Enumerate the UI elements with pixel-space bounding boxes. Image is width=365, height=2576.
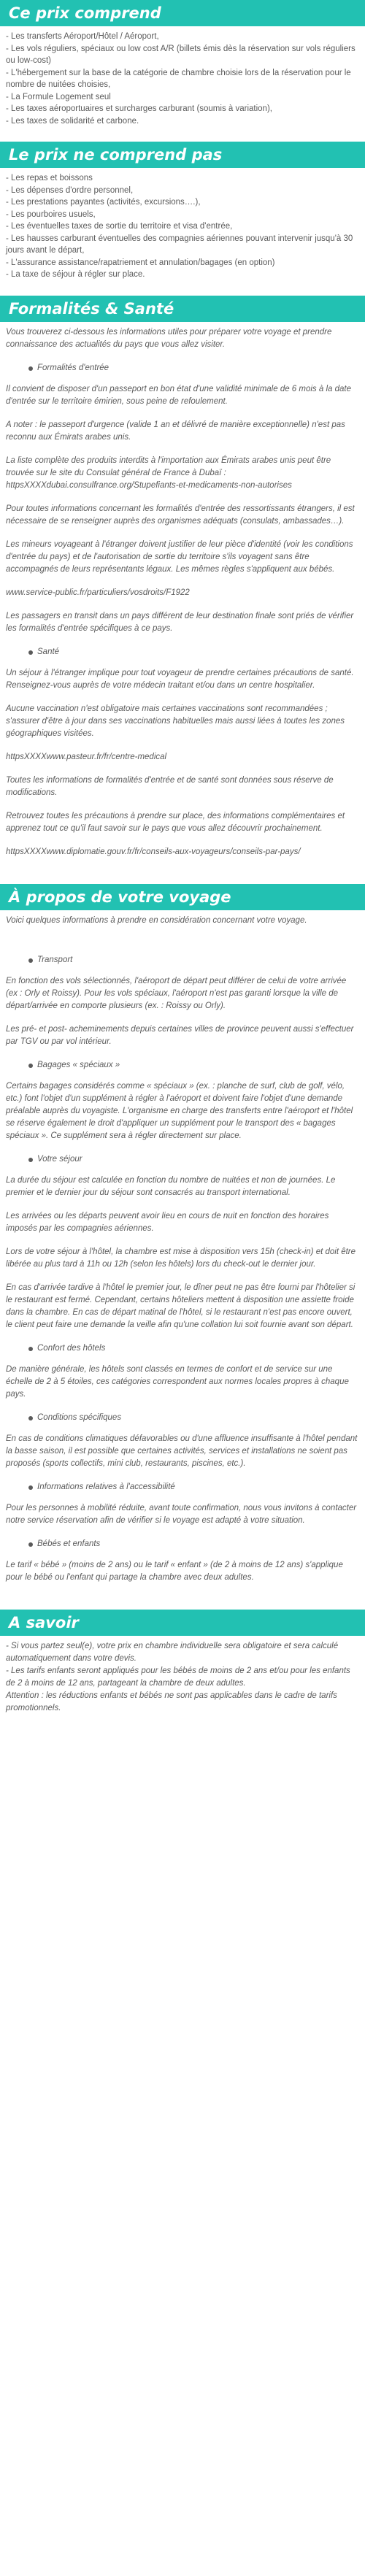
bullet-dot-icon [28,1347,33,1351]
link-text: httpsXXXXwww.pasteur.fr/fr/centre-medical [6,752,167,761]
bullet-label: Informations relatives à l'accessibilité [37,1482,175,1491]
paragraph: En cas d'arrivée tardive à l'hôtel le premier jour, le dîner peut ne pas être fourni par l'hôtelier si le restaurant est fermé. Cependant, certains hôteliers mettent à disposition une assiette froide dans la chambre. En cas de départ matinal de l'hôtel, si le restaurant n'est pas encore ouvert, le client peut faire une demande la veille afin qu'une collation lui soit fournie avant son départ. [6,1283,356,1329]
paragraph: Le tarif « bébé » (moins de 2 ans) ou le tarif « enfant » (de 2 à moins de 12 ans) s'applique pour le bébé ou l'enfant qui partage la chambre avec deux adultes. [6,1560,343,1582]
bullet-sante [6,646,359,658]
paragraph: Pour toutes informations concernant les formalités d'entrée des ressortissants étrangers, il est nécessaire de se renseigner auprès des organismes adéquats (consulats, ambassades…). [6,504,355,526]
paragraph: Voici quelques informations à prendre en considération concernant votre voyage. [6,915,307,925]
paragraph: La liste complète des produits interdits à l'importation aux Émirats arabes unis peut être trouvée sur le site du Consulat général de France à Dubaï : httpsXXXXdubai.consulfrance.org/Stupefiants-et-medicaments-non-autorises [6,455,331,490]
list-item: - La taxe de séjour à régler sur place. [6,270,145,279]
link-text: httpsXXXXwww.diplomatie.gouv.fr/fr/conseils-aux-voyageurs/conseils-par-pays/ [6,847,301,856]
paragraph: Toutes les informations de formalités d'entrée et de santé sont données sous réserve de modifications. [6,775,334,797]
bullet-dot-icon [28,366,33,371]
paragraph: Les pré- et post- acheminements depuis certaines villes de province peuvent aussi s'effectuer par TGV ou par vol intérieur. [6,1024,354,1046]
list-item: - Les repas et boissons [6,174,93,182]
paragraph: Lors de votre séjour à l'hôtel, la chambre est mise à disposition vers 15h (check-in) et doit être libérée au plus tard à 11h ou 12h (selon les hôtels) lors du check-out le dernier jour. [6,1247,356,1269]
bullet-dot-icon [28,958,33,963]
bullet-label: Votre séjour [37,1154,82,1164]
bullet-dot-icon [28,1064,33,1068]
bullet-label: Bagages « spéciaux » [37,1060,120,1069]
list-item: - Les taxes aéroportuaires et surcharges carburant (soumis à variation), [6,104,272,113]
bullet-conditions [6,1412,359,1424]
included-list [0,26,365,142]
bullet-dot-icon [28,1542,33,1547]
paragraph: La durée du séjour est calculée en fonction du nombre de nuitées et non de journées. Le premier et le dernier jour du séjour sont consacrés au transport international. [6,1175,336,1197]
link-text: www.service-public.fr/particuliers/vosdroits/F1922 [6,588,190,597]
paragraph: Pour les personnes à mobilité réduite, avant toute confirmation, nous vous invitons à contacter notre service réservation afin de vérifier si le voyage est adapté à votre situation. [6,1503,357,1525]
list-item: - Les dépenses d'ordre personnel, [6,185,134,195]
section-propos [0,884,365,1610]
section-asavoir [0,1610,365,1729]
bullet-dot-icon [28,1158,33,1162]
paragraph: Un séjour à l'étranger implique pour tout voyageur de prendre certaines précautions de santé. Renseignez-vous auprès de votre médecin traitant et/ou dans un centre hospitalier. [6,668,354,690]
list-item: - Les pourboires usuels, [6,209,96,219]
list-item: - Les hausses carburant éventuelles des compagnies aériennes pouvant intervenir jusqu'à 30 jours avant le départ, [6,234,353,255]
bullet-label: Santé [37,647,60,656]
section-included [0,0,365,142]
bullet-sejour [6,1153,359,1166]
bullet-label: Transport [37,955,73,964]
propos-body [0,910,365,1610]
bullet-dot-icon [28,1485,33,1490]
list-item: - Les transferts Aéroport/Hôtel / Aéroport, [6,32,159,41]
list-item: - L'assurance assistance/rapatriement et annulation/bagages (en option) [6,258,275,267]
section-title-included: Ce prix comprend [0,0,365,26]
bullet-dot-icon [28,1416,33,1420]
bullet-transport [6,954,359,966]
section-title-propos: À propos de votre voyage [0,884,365,910]
bullet-accessibilite [6,1481,359,1493]
paragraph: En cas de conditions climatiques défavorables ou d'une affluence insuffisante à l'hôtel pendant la basse saison, il est possible que certaines activités, services et installations ne soient pas proposés (sports collectifs, mini club, restaurants, piscines, etc.). [6,1434,358,1468]
bullet-confort [6,1342,359,1355]
list-item: - Les éventuelles taxes de sortie du territoire et visa d'entrée, [6,222,233,231]
list-item: - Les tarifs enfants seront appliqués pour les bébés de moins de 2 ans et/ou pour les enfants de 2 à moins de 12 ans, partageant la chambre de deux adultes. [6,1666,350,1688]
paragraph: En fonction des vols sélectionnés, l'aéroport de départ peut différer de celui de votre arrivée (ex : Orly et Roissy). Pour les vols spéciaux, l'aéroport n'est pas garanti lorsque la ville de départ/arrivée en comporte plusieurs (ex. : Roissy ou Orly). [6,976,347,1010]
list-item: Attention : les réductions enfants et bébés ne sont pas applicables dans le cadre de tarifs promotionnels. [6,1691,337,1712]
section-excluded [0,142,365,296]
paragraph: Les arrivées ou les départs peuvent avoir lieu en cours de nuit en fonction des horaires imposés par les compagnies aériennes. [6,1211,329,1233]
list-item: - La Formule Logement seul [6,92,111,101]
excluded-list [0,168,365,296]
paragraph: Aucune vaccination n'est obligatoire mais certaines vaccinations sont recommandées ; s'assurer d'être à jour dans ses vaccinations habituelles mais aussi liées à toutes les zones géographiques visitées. [6,704,345,738]
list-item: - Les taxes de solidarité et carbone. [6,116,139,126]
list-item: - Si vous partez seul(e), votre prix en chambre individuelle sera obligatoire et sera calculé automatiquement dans votre devis. [6,1641,339,1663]
bullet-bagages [6,1059,359,1072]
asavoir-list [0,1636,365,1729]
bullet-formalites-entree [6,362,359,374]
list-item: - L'hébergement sur la base de la catégorie de chambre choisie lors de la réservation pour le nombre de nuitées choisies, [6,68,351,89]
section-formalites [0,296,365,884]
formalites-body [0,322,365,884]
bullet-label: Conditions spécifiques [37,1412,122,1422]
paragraph: Il convient de disposer d'un passeport en bon état d'une validité minimale de 6 mois à la date d'entrée sur le territoire émirien, sous peine de refoulement. [6,384,351,406]
bullet-label: Formalités d'entrée [37,363,110,372]
bullet-label: Bébés et enfants [37,1539,101,1548]
section-title-asavoir: A savoir [0,1610,365,1636]
paragraph: Les passagers en transit dans un pays différent de leur destination finale sont priés de vérifier les formalités d'entrée spécifiques à ce pays. [6,611,354,633]
bullet-label: Confort des hôtels [37,1343,106,1353]
list-item: - Les vols réguliers, spéciaux ou low cost A/R (billets émis dès la réservation sur vols réguliers ou low-cost) [6,44,356,65]
paragraph: Certains bagages considérés comme « spéciaux » (ex. : planche de surf, club de golf, vélo, etc.) font l'objet d'un supplément à régler à l'aéroport et doivent faire l'objet d'une demande préalable auprès du voyagiste. L'organisme en charge des transferts entre l'aéroport et l'hôtel se réserve également le droit d'appliquer un supplément pour le transport des « bagages spéciaux ». Ce supplément sera à régler directement sur place. [6,1081,353,1140]
paragraph: Vous trouverez ci-dessous les informations utiles pour préparer votre voyage et prendre connaissance des actualités du pays que vous allez visiter. [6,327,332,349]
paragraph: De manière générale, les hôtels sont classés en termes de confort et de service sur une échelle de 2 à 5 étoiles, ces catégories correspondent aux normes locales propres à chaque pays. [6,1364,349,1399]
section-title-formalites: Formalités & Santé [0,296,365,322]
list-item: - Les prestations payantes (activités, excursions….), [6,198,201,207]
paragraph: A noter : le passeport d'urgence (valide 1 an et délivré de manière exceptionnelle) n'est pas reconnu aux Émirats arabes unis. [6,420,345,442]
bullet-bebes [6,1538,359,1550]
paragraph: Les mineurs voyageant à l'étranger doivent justifier de leur pièce d'identité (voir les conditions d'entrée du pays) et de l'autorisation de sortie du territoire s'ils voyagent sans être accompagnés de leurs représentants légaux. Les mêmes règles s'appliquent aux bébés. [6,539,353,574]
paragraph: Retrouvez toutes les précautions à prendre sur place, des informations complémentaires et apprenez tout ce qu'il faut savoir sur le pays que vous allez découvrir prochainement. [6,811,345,833]
section-title-excluded: Le prix ne comprend pas [0,142,365,168]
bullet-dot-icon [28,650,33,655]
